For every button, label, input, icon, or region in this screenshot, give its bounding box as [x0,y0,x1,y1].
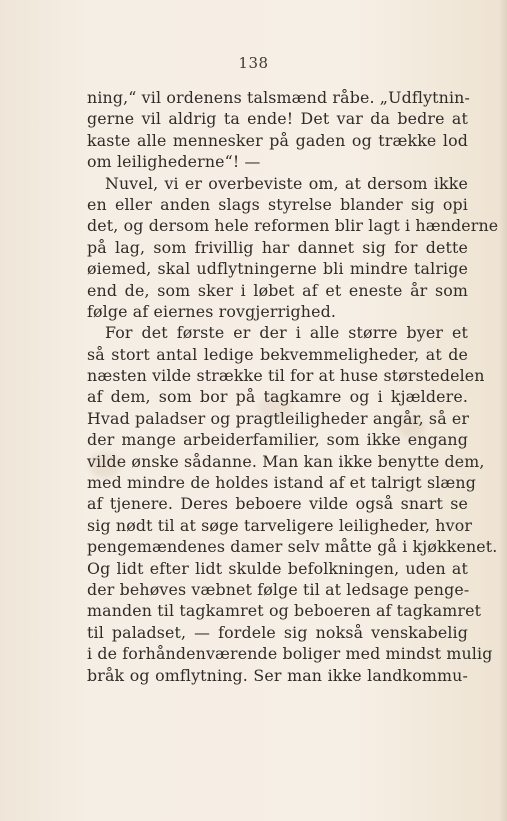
text-line: af dem, som bor på tagkamre og i kjældere. [87,387,468,407]
page-number: 138 [238,54,269,72]
text-line: Og lidt efter lidt skulde befolkningen, uden at [87,558,468,578]
text-line: For det første er der i alle større byer et [105,323,468,343]
text-line: med mindre de holdes istand af et talrigt slæng [87,473,476,493]
text-line: der behøves væbnet følge til at ledsage penge- [87,579,470,599]
text-line: pengemændenes damer selv måtte gå i kjøkkenet. [87,537,498,557]
text-line: næsten vilde strække til for at huse størstedelen [87,366,485,386]
text-line: Nuvel, vi er overbeviste om, at dersom ikke [105,173,468,193]
text-line: om leilighederne“! — [87,152,261,172]
text-line: end de, som sker i løbet af et eneste år som [87,280,468,300]
text-line: en eller anden slags styrelse blander sig opi [87,194,468,214]
text-line: vilde ønske sådanne. Man kan ikke benytte dem, [87,451,485,471]
text-line: følge af eiernes rovgjerrighed. [87,301,337,321]
text-line: øiemed, skal udflytningerne bli mindre talrige [87,259,468,279]
text-line: af tjenere. Deres beboere vilde også snart se [87,494,468,514]
text-line: så stort antal ledige bekvemmeligheder, at de [87,344,468,364]
text-line: det, og dersom hele reformen blir lagt i hænderne [87,216,499,236]
text-line: Hvad paladser og pragtleiligheder angår, så er [87,408,470,428]
text-line: bråk og omflytning. Ser man ikke landkommu- [87,665,468,685]
text-line: ning,“ vil ordenens talsmænd råbe. „Udflytnin- [87,88,470,107]
text-line: sig nødt til at søge tarveligere leiligheder, hvor [87,515,473,535]
text-line: på lag, som frivillig har dannet sig for dette [87,237,468,257]
text-line: manden til tagkamret og beboeren af tagkamret [87,601,482,621]
text-line: i de forhåndenværende boliger med mindst mulig [87,644,493,664]
page-edge-shadow [499,0,507,821]
text-line: der mange arbeiderfamilier, som ikke engang [87,430,468,450]
text-line: kaste alle mennesker på gaden og trække lod [87,130,468,150]
text-line: gerne vil aldrig ta ende! Det var da bedre at [87,109,468,129]
text-line: til paladset, — fordele sig nokså venskabelig [87,622,468,642]
body-text [87,87,499,686]
